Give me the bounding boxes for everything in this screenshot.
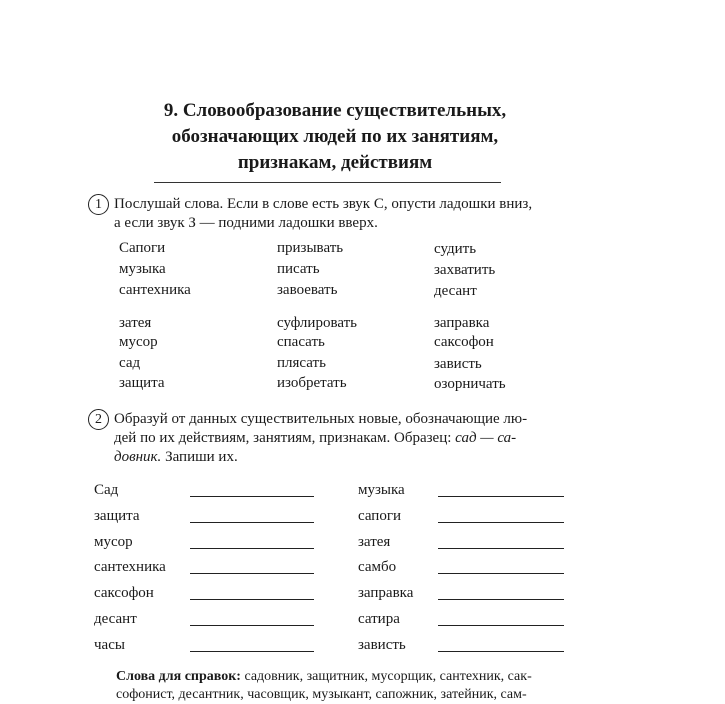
- answer-row-left-3: [94, 557, 319, 579]
- answer-label: часы: [94, 637, 125, 653]
- task-1: [88, 195, 568, 233]
- word-c2-1: писать: [277, 261, 320, 277]
- answer-blank-line[interactable]: [190, 651, 314, 652]
- answer-row-left-0: [94, 480, 319, 502]
- answer-blank-line[interactable]: [190, 625, 314, 626]
- answer-row-left-2: [94, 532, 319, 554]
- answer-blank-line[interactable]: [438, 522, 564, 523]
- word-c3-2: десант: [434, 283, 477, 299]
- answer-label: защита: [94, 508, 140, 524]
- word-c3-5: зависть: [434, 356, 482, 372]
- word-c1-6: защита: [119, 375, 165, 391]
- task-2-line-3: [114, 448, 568, 467]
- answer-row-right-0: [358, 480, 568, 502]
- answer-label: сапоги: [358, 508, 402, 524]
- task-2-line-2: [114, 429, 568, 448]
- word-c1-3: затея: [119, 315, 152, 331]
- word-c1-4: мусор: [119, 334, 158, 350]
- answer-row-right-2: [358, 532, 568, 554]
- word-c1-1: музыка: [119, 261, 166, 277]
- answer-label: Сад: [94, 482, 119, 498]
- task-2-line-3-text: Запиши их.: [161, 449, 238, 465]
- answer-label: саксофон: [94, 585, 154, 601]
- word-c3-1: захватить: [434, 262, 496, 278]
- answer-row-right-4: [358, 583, 568, 605]
- word-c3-6: озорничать: [434, 376, 506, 392]
- title-line-3: признакам, действиям: [237, 152, 433, 173]
- answer-row-left-5: [94, 609, 319, 631]
- reference-line-1-text: садовник, защитник, мусорщик, сантехник, сак-: [240, 669, 532, 684]
- word-c1-5: сад: [119, 355, 141, 371]
- reference-line-2: софонист, десантник, часовщик, музыкант, сапожник, затейник, сам-: [116, 687, 527, 702]
- answer-label: музыка: [358, 482, 405, 498]
- task-1-number: 1: [88, 194, 109, 215]
- word-c2-6: изобретать: [277, 375, 347, 391]
- reference-words: [116, 668, 571, 704]
- page-title: [100, 98, 570, 176]
- task-1-line-1: Послушай слова. Если в слове есть звук С, опусти ладошки вниз,: [114, 196, 533, 212]
- answer-label: затея: [358, 534, 391, 550]
- task-2-line-2-text: дей по их действиям, занятиям, признакам. Образец:: [114, 430, 456, 446]
- answer-blank-line[interactable]: [438, 573, 564, 574]
- answer-row-right-5: [358, 609, 568, 631]
- task-1-line-2: а если звук З — подними ладошки вверх.: [114, 215, 378, 231]
- answer-label: сантехника: [94, 559, 166, 575]
- word-c3-4: саксофон: [434, 334, 494, 350]
- answer-label: самбо: [358, 559, 397, 575]
- answer-blank-line[interactable]: [438, 651, 564, 652]
- word-c3-3: заправка: [434, 315, 490, 331]
- answer-label: заправка: [358, 585, 414, 601]
- answer-blank-line[interactable]: [190, 599, 314, 600]
- answer-label: десант: [94, 611, 137, 627]
- answer-label: сатира: [358, 611, 400, 627]
- title-underline: [154, 182, 501, 183]
- word-c2-3: суфлировать: [277, 315, 357, 331]
- answer-row-left-6: [94, 635, 319, 657]
- word-c2-2: завоевать: [277, 282, 338, 298]
- answer-blank-line[interactable]: [438, 496, 564, 497]
- task-2-example-part-1: сад — са-: [455, 430, 517, 446]
- word-c2-4: спасать: [277, 334, 325, 350]
- task-2-instructions: [114, 410, 568, 467]
- answer-blank-line[interactable]: [438, 548, 564, 549]
- title-line-1: 9. Словообразование существительных,: [163, 100, 507, 121]
- task-2-example-part-2: довник.: [114, 449, 162, 465]
- word-c3-0: судить: [434, 241, 477, 257]
- word-c2-0: призывать: [277, 240, 344, 256]
- answer-row-left-4: [94, 583, 319, 605]
- title-line-2: обозначающих людей по их занятиям,: [171, 126, 499, 147]
- answer-label: зависть: [358, 637, 406, 653]
- task-2: [88, 410, 568, 467]
- answer-label: мусор: [94, 534, 133, 550]
- answer-blank-line[interactable]: [438, 599, 564, 600]
- task-2-number: 2: [88, 409, 109, 430]
- word-c1-0: Сапоги: [119, 240, 166, 256]
- answer-row-right-1: [358, 506, 568, 528]
- task-1-instructions: [114, 195, 568, 233]
- answer-blank-line[interactable]: [438, 625, 564, 626]
- reference-line-1: [116, 669, 532, 684]
- word-c2-5: плясать: [277, 355, 326, 371]
- reference-label: Слова для справок:: [116, 669, 241, 684]
- answer-blank-line[interactable]: [190, 496, 314, 497]
- answer-row-right-3: [358, 557, 568, 579]
- answer-blank-line[interactable]: [190, 573, 314, 574]
- answer-row-left-1: [94, 506, 319, 528]
- answer-blank-line[interactable]: [190, 522, 314, 523]
- answer-blank-line[interactable]: [190, 548, 314, 549]
- word-c1-2: сантехника: [119, 282, 191, 298]
- task-2-line-1: Образуй от данных существительных новые, обозначающие лю-: [114, 411, 528, 427]
- answer-row-right-6: [358, 635, 568, 657]
